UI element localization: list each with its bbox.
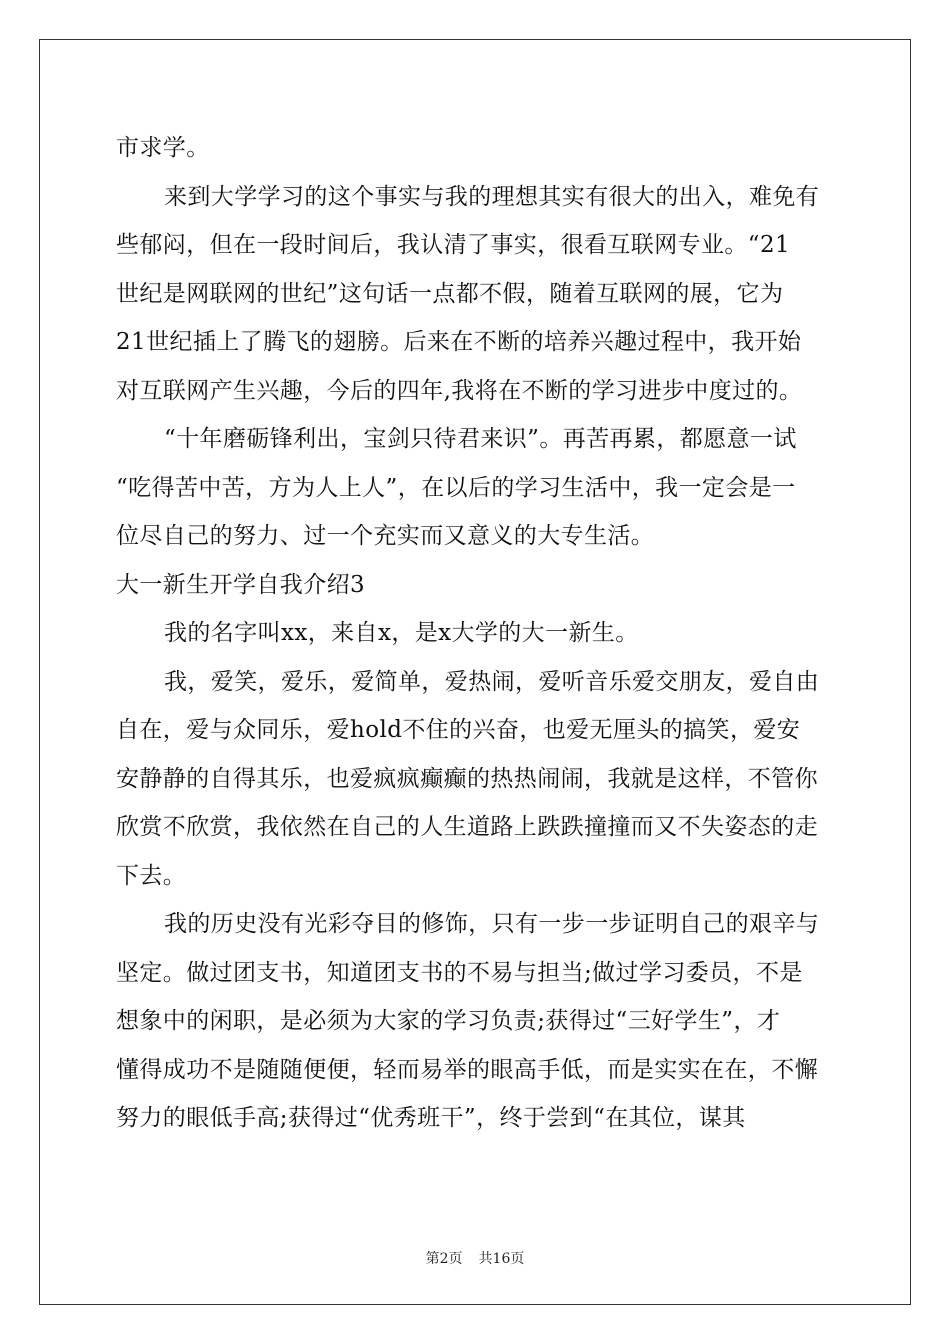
text-line: 努力的眼低手高;获得过“优秀班干”，终于尝到“在其位，谋其 <box>116 1105 746 1131</box>
text-line: 些郁闷，但在一段时间后，我认清了事实，很看互联网专业。“21 <box>116 232 791 258</box>
text-line: 我，爱笑，爱乐，爱简单，爱热闹，爱听音乐爱交朋友，爱自由 <box>164 668 820 695</box>
text-line: 安静静的自得其乐，也爱疯疯癫癫的热热闹闹，我就是这样，不管你 <box>116 765 818 792</box>
text-line: 坚定。做过团支书，知道团支书的不易与担当;做过学习委员，不是 <box>116 959 803 986</box>
text-line: 欣赏不欣赏，我依然在自己的人生道路上跌跌撞撞而又不失姿态的走 <box>116 814 818 840</box>
paragraph-continuation <box>116 124 834 173</box>
text-line: 我的历史没有光彩夺目的修饰，只有一步一步证明自己的艰辛与 <box>164 911 820 937</box>
paragraph <box>116 658 834 901</box>
total-pages: 共16页 <box>478 1251 525 1267</box>
page-footer <box>0 1248 950 1268</box>
text-line: 来到大学学习的这个事实与我的理想其实有很大的出入，难免有 <box>164 183 820 210</box>
text-line: 自在，爱与众同乐，爱hold不住的兴奋，也爱无厘头的搞笑，爱安 <box>116 717 801 743</box>
page-number: 第2页 <box>425 1251 463 1267</box>
text-line: 世纪是网联网的世纪”这句话一点都不假，随着互联网的展，它为 <box>116 280 784 307</box>
text-line: 位尽自己的努力、过一个充实而又意义的大专生活。 <box>116 523 655 549</box>
paragraph <box>116 609 834 658</box>
section-heading <box>116 561 834 610</box>
text-line: 对互联网产生兴趣，今后的四年,我将在不断的学习进步中度过的。 <box>116 377 803 404</box>
document-body <box>116 124 834 1143</box>
text-line: “吃得苦中苦，方为人上人”，在以后的学习生活中，我一定会是一 <box>116 474 796 501</box>
paragraph <box>116 415 834 561</box>
text-line: 我的名字叫xx，来自x，是x大学的大一新生。 <box>164 620 639 646</box>
text-line: 市求学。 <box>116 135 210 161</box>
paragraph <box>116 900 834 1143</box>
text-line: 想象中的闲职，是必须为大家的学习负责;获得过“三好学生”，才 <box>116 1008 781 1034</box>
text-line: “十年磨砺锋利出，宝剑只待君来识”。再苦再累，都愿意一试 <box>164 426 797 452</box>
heading-text: 大一新生开学自我介绍3 <box>116 571 366 598</box>
paragraph <box>116 173 834 416</box>
text-line: 懂得成功不是随随便便，轻而易举的眼高手低，而是实实在在，不懈 <box>116 1056 818 1083</box>
text-line: 21世纪插上了腾飞的翅膀。后来在不断的培养兴趣过程中，我开始 <box>116 329 802 355</box>
text-line: 下去。 <box>116 862 187 889</box>
